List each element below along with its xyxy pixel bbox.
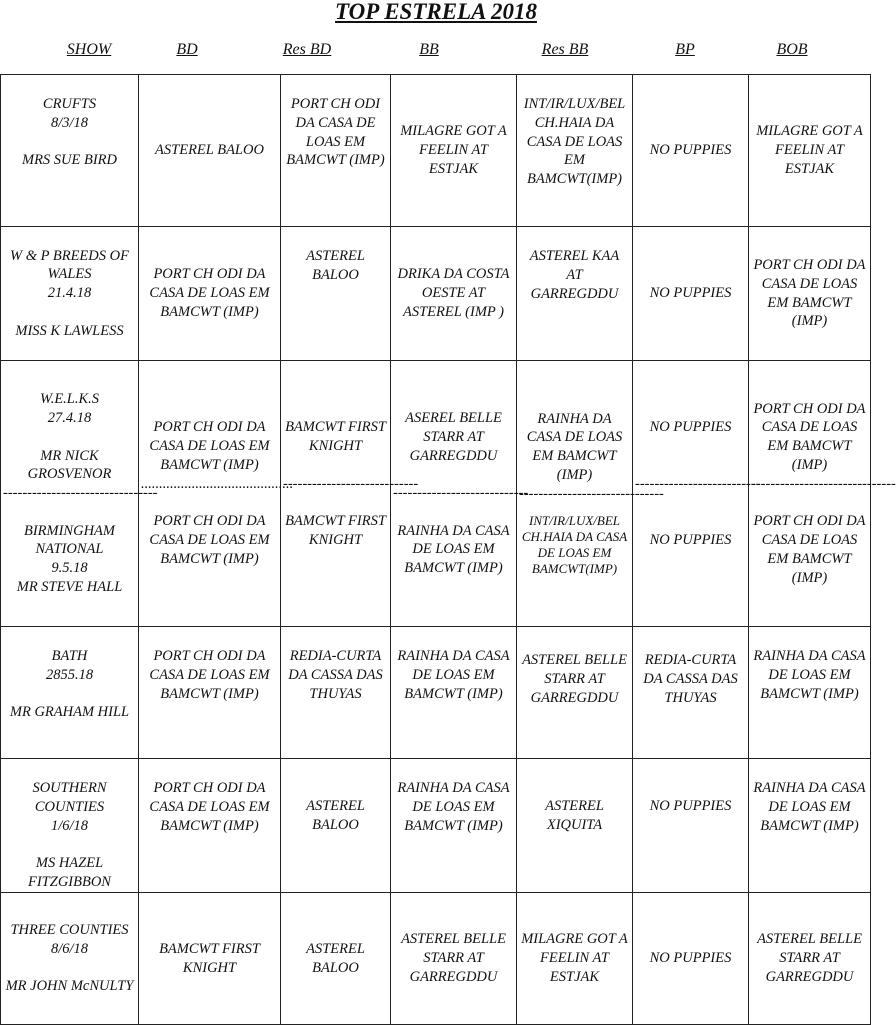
bd-cell: PORT CH ODI DA CASA DE LOAS EM BAMCWT (IMP) — [139, 227, 281, 361]
res-bb-cell: ASTEREL KAA AT GARREGDDU — [517, 227, 633, 361]
row-separator: ------------------------------ — [519, 485, 664, 502]
show-name: SOUTHERN COUNTIES — [32, 780, 107, 815]
judge-name: MR NICK GROSVENOR — [27, 447, 112, 483]
bd-cell — [139, 361, 294, 627]
show-name: W & P BREEDS OF WALES — [10, 247, 129, 283]
bob-cell: RAINHA DA CASA DE LOAS EM BAMCWT (IMP) — [749, 627, 871, 759]
header-bb: BB — [419, 41, 439, 58]
header-bob: BOB — [776, 41, 808, 58]
bob-cell — [749, 361, 896, 627]
judge-name: MS HAZEL FITZGIBBON — [28, 855, 111, 890]
bd-entry: PORT CH ODI DA CASA DE LOAS EM BAMCWT (IMP) — [149, 419, 270, 473]
row-separator: ------------------------------ — [751, 475, 896, 492]
bp-entry: NO PUPPIES — [649, 419, 732, 436]
show-name: BATH — [51, 648, 88, 664]
bb-entry: ASEREL BELLE STARR AT GARREGDDU — [405, 409, 502, 464]
res-bb-cell: INT/IR/LUX/BEL CH.HAIA DA CASA DE LOAS EM BAMCWT(IMP) — [517, 75, 633, 227]
bp-cell: NO PUPPIES — [633, 893, 749, 1025]
res-bd-cell: REDIA-CURTA DA CASSA DAS THUYAS — [281, 627, 391, 759]
res-bd-cell: ASTEREL BALOO — [281, 759, 391, 893]
row-separator: ---------------------------- — [283, 475, 419, 492]
bd-cell: BAMCWT FIRST KNIGHT — [139, 893, 281, 1025]
res-bd-cell: ASTEREL BALOO — [281, 893, 391, 1025]
table-row — [1, 759, 871, 893]
show-date: 9.5.18 — [51, 560, 88, 577]
table-row — [1, 361, 871, 627]
judge-name: MRS SUE BIRD — [21, 152, 118, 169]
row-separator: -------------------------- — [635, 475, 761, 492]
judge-name: MR GRAHAM HILL — [9, 704, 130, 721]
res-bb-cell: MILAGRE GOT A FEELIN AT ESTJAK — [517, 893, 633, 1025]
bp-cell: NO PUPPIES — [633, 759, 749, 893]
show-date: 21.4.18 — [47, 285, 92, 302]
bob-cell: MILAGRE GOT A FEELIN AT ESTJAK — [749, 75, 871, 227]
bb-cell: RAINHA DA CASA DE LOAS EM BAMCWT (IMP) — [391, 627, 517, 759]
bd-cell: PORT CH ODI DA CASA DE LOAS EM BAMCWT (IMP) — [139, 759, 281, 893]
res-bb-cell: ASTEREL XIQUITA — [517, 759, 633, 893]
bp-cell: NO PUPPIES — [633, 75, 749, 227]
results-table — [0, 74, 896, 1025]
header-show: SHOW — [66, 41, 112, 58]
header-bp: BP — [675, 41, 695, 58]
bp-cell: REDIA-CURTA DA CASSA DAS THUYAS — [633, 627, 749, 759]
show-date: 8/6/18 — [50, 940, 89, 957]
bb-cell: ASTEREL BELLE STARR AT GARREGDDU — [391, 893, 517, 1025]
table-row — [1, 227, 871, 361]
bb-cell: MILAGRE GOT A FEELIN AT ESTJAK — [391, 75, 517, 227]
res-bb-cell — [517, 361, 664, 627]
bd-entry: PORT CH ODI DA CASA DE LOAS EM BAMCWT (IMP) — [149, 513, 270, 567]
bb-cell — [391, 361, 529, 627]
row-separator: -------------------------------- — [3, 485, 158, 502]
bob-cell: RAINHA DA CASA DE LOAS EM BAMCWT (IMP) — [749, 759, 871, 893]
res-bd-cell: PORT CH ODI DA CASA DE LOAS EM BAMCWT (IMP) — [281, 75, 391, 227]
bp-entry: NO PUPPIES — [649, 532, 732, 549]
table-row — [1, 893, 871, 1025]
bd-cell: PORT CH ODI DA CASA DE LOAS EM BAMCWT (IMP) — [139, 627, 281, 759]
show-name: CRUFTS — [42, 96, 97, 112]
bb-entry: RAINHA DA CASA DE LOAS EM BAMCWT (IMP) — [397, 522, 510, 577]
show-name: THREE COUNTIES — [10, 921, 129, 938]
bb-cell: RAINHA DA CASA DE LOAS EM BAMCWT (IMP) — [391, 759, 517, 893]
show-cell — [1, 627, 139, 759]
show-cell — [1, 75, 139, 227]
res-bb-cell: ASTEREL BELLE STARR AT GARREGDDU — [517, 627, 633, 759]
bob-cell: ASTEREL BELLE STARR AT GARREGDDU — [749, 893, 871, 1025]
show-date: 2855.18 — [45, 666, 94, 683]
show-name: W.E.L.K.S — [39, 391, 100, 408]
row-separator: ---------------------------- — [393, 485, 529, 502]
judge-name: MISS K LAWLESS — [15, 322, 124, 339]
bp-cell: NO PUPPIES — [633, 227, 749, 361]
show-cell — [1, 759, 139, 893]
res-bb-entry: RAINHA DA CASA DE LOAS EM BAMCWT (IMP) — [526, 410, 623, 483]
table-row — [1, 627, 871, 759]
table-row — [1, 75, 871, 227]
bb-cell: DRIKA DA COSTA OESTE AT ASTEREL (IMP ) — [391, 227, 517, 361]
header-res-bb: Res BB — [541, 41, 589, 58]
res-bd-entry: BAMCWT FIRST KNIGHT — [285, 419, 386, 455]
page-title: TOP ESTRELA 2018 — [335, 0, 537, 24]
judge-name: MR STEVE HALL — [16, 579, 123, 596]
bd-cell: ASTEREL BALOO — [139, 75, 281, 227]
show-cell — [1, 361, 158, 627]
res-bd-cell: ASTEREL BALOO — [281, 227, 391, 361]
judge-name: MR JOHN McNULTY — [5, 978, 134, 995]
bob-cell: PORT CH ODI DA CASA DE LOAS EM BAMCWT (IMP) — [749, 227, 871, 361]
show-name: BIRMINGHAM NATIONAL — [23, 522, 115, 558]
header-res-bd: Res BD — [282, 41, 332, 58]
show-cell — [1, 227, 139, 361]
bob-entry: PORT CH ODI DA CASA DE LOAS EM BAMCWT (IMP) — [753, 400, 866, 473]
show-cell — [1, 893, 139, 1025]
res-bd-entry: BAMCWT FIRST KNIGHT — [285, 513, 386, 549]
res-bd-cell — [281, 361, 419, 627]
bob-entry: PORT CH ODI DA CASA DE LOAS EM BAMCWT (IMP) — [753, 513, 866, 586]
show-date: 27.4.18 — [47, 409, 92, 426]
header-bd: BD — [176, 41, 198, 58]
show-date: 8/3/18 — [50, 114, 89, 131]
res-bb-entry: INT/IR/LUX/BEL CH.HAIA DA CASA DE LOAS EM BAMCWT(IMP) — [521, 513, 628, 577]
row-separator: .......................................... — [141, 475, 294, 492]
show-date: 1/6/18 — [50, 817, 89, 834]
